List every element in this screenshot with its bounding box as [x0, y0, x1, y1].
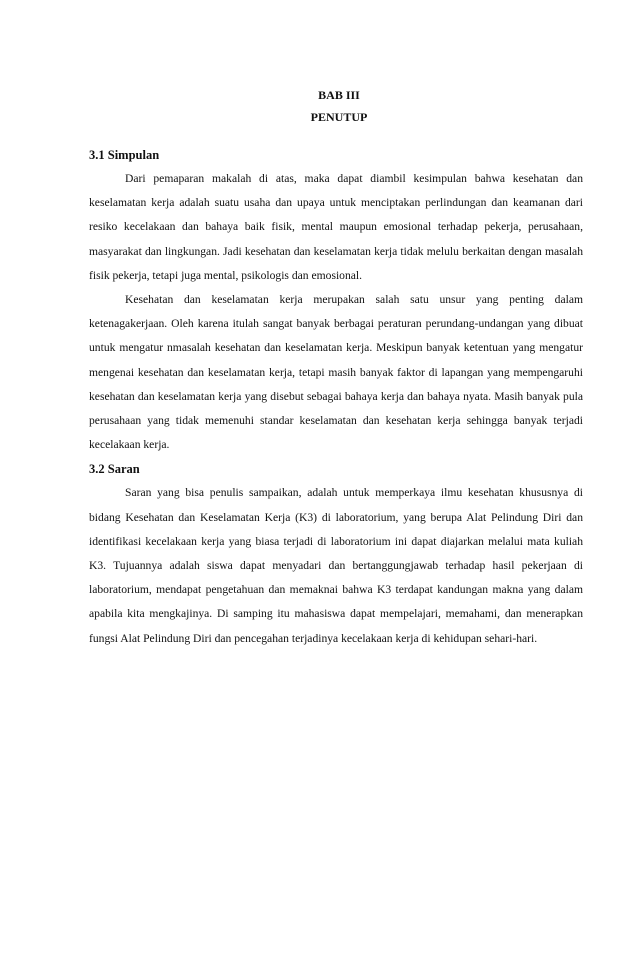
chapter-title: PENUTUP — [310, 110, 368, 124]
document-body — [89, 143, 583, 651]
section-heading: 3.2 Saran — [89, 462, 140, 477]
section-simpulan — [89, 143, 583, 457]
chapter-number: BAB III — [318, 88, 360, 102]
section-heading: 3.1 Simpulan — [89, 148, 160, 162]
paragraph: Saran yang bisa penulis sampaikan, adalah untuk memperkaya ilmu kesehatan khususnya di bidang Kesehatan dan Keselamatan Kerja (K3) di laboratorium, yang berupa Alat Pelindung Diri dan identifikasi kecelakaan kerja yang biasa terjadi di laboratorium ini dapat diajarkan melalui mata kuliah K3. Tujuannya adalah siswa dapat menyadari dan bertanggungjawab terhadap hasil pekerjaan di laboratorium, mendapat pengetahuan dan memaknai bahwa K3 terdapat kandungan makna yang dalam apabila kita mengkajinya. Di samping itu mahasiswa dapat mempelajari, memahami, dan menerapkan fungsi Alat Pelindung Diri dan pencegahan terjadinya kecelakaan kerja di kehidupan sehari-hari. — [89, 486, 583, 645]
paragraph: Kesehatan dan keselamatan kerja merupakan salah satu unsur yang penting dalam ketenagakerjaan. Oleh karena itulah sangat banyak berbagai peraturan perundang-undangan yang dibuat untuk mengatur nmasalah kesehatan dan keselamatan kerja. Meskipun banyak ketentuan yang mengatur mengenai kesehatan dan keselamatan kerja, tetapi masih banyak faktor di lapangan yang mempengaruhi kesehatan dan keselamatan kerja yang disebut sebagai bahaya kerja dan bahaya nyata. Masih banyak pula perusahaan yang tidak memenuhi standar keselamatan dan kesehatan kerja sehingga banyak terjadi kecelakaan kerja. — [89, 293, 583, 452]
section-saran — [89, 457, 583, 650]
paragraph: Dari pemaparan makalah di atas, maka dapat diambil kesimpulan bahwa kesehatan dan keselamatan kerja adalah suatu usaha dan upaya untuk menciptakan perlindungan dan keamanan dari resiko kecelakaan dan bahaya baik fisik, mental maupun emosional terhadap pekerja, perusahaan, masyarakat dan lingkungan. Jadi kesehatan dan keselamatan kerja tidak melulu berkaitan dengan masalah fisik pekerja, tetapi juga mental, psikologis dan emosional. — [89, 172, 583, 282]
